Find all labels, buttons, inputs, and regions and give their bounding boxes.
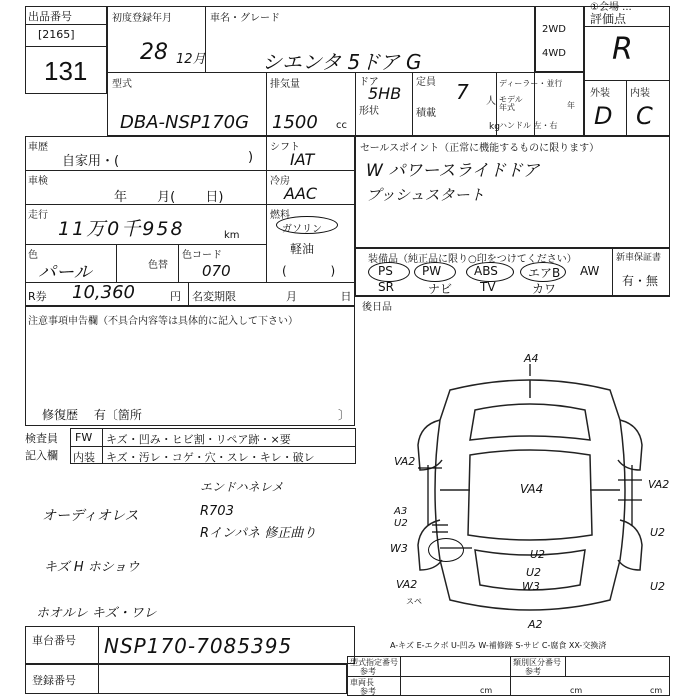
mileage-value: 11万0千958: [58, 218, 185, 240]
top-right-note: ①会場 ...: [590, 2, 632, 13]
divider: [584, 26, 670, 27]
mileage-label: 走行: [28, 210, 48, 221]
class-ref: 参考: [525, 667, 541, 676]
equip-airbag: エアB: [528, 266, 561, 280]
shape-value: 5HB: [368, 84, 402, 103]
color-change-label: 色替: [148, 260, 168, 271]
lot-number: 131: [44, 56, 88, 86]
divider: [98, 664, 99, 694]
recycle-amount: 10,360: [72, 282, 135, 303]
sales-line-2: プッシュスタート: [366, 186, 485, 204]
inspection-label: 車検: [28, 176, 48, 187]
interior-label: 内装: [630, 88, 650, 99]
diagram-mark-14: U2: [526, 566, 542, 579]
color-label: 色: [28, 250, 38, 261]
fuel-paren: ( ): [282, 264, 336, 278]
note-4: Rインパネ 修正曲り: [200, 526, 317, 541]
divider: [25, 244, 266, 245]
title-label: 名変期限: [192, 290, 236, 303]
note-5: キズ H ホショウ: [44, 560, 140, 575]
first-reg-year: 28: [140, 40, 168, 65]
car-name: シエンタ 5ドア G: [262, 50, 422, 74]
model-year-label: モデル年式: [499, 95, 523, 112]
cm-unit-3: cm: [650, 686, 663, 695]
divider: [412, 72, 413, 136]
shift-value: IAT: [290, 150, 315, 169]
displacement-label: 排気量: [270, 79, 300, 90]
fw-label: FW: [75, 431, 93, 444]
equip-ps: PS: [378, 264, 393, 278]
exterior-grade: D: [594, 102, 613, 130]
first-reg-label: 初度登録年月: [112, 13, 172, 24]
repair-label: 修復歴 有〔箇所: [42, 408, 142, 422]
fuel-label: 燃料: [270, 210, 290, 221]
divider: [98, 626, 99, 664]
chassis-label: 車台番号: [32, 634, 76, 647]
diagram-mark-4: VA4: [520, 482, 544, 496]
type-label: 型式指定番号: [350, 658, 398, 667]
fuel-diesel: 軽油: [290, 242, 315, 256]
circle-pw: [414, 262, 456, 282]
diagram-mark-3: VA2: [648, 478, 670, 491]
shift-label: シフト: [270, 142, 300, 153]
drive-box: [535, 6, 584, 72]
diagram-mark-13: U2: [650, 580, 666, 593]
rating-value: R: [612, 32, 633, 67]
diagram-mark-9: U2: [650, 526, 666, 539]
entry-label: 記入欄: [25, 449, 58, 462]
type-ref: 参考: [360, 667, 376, 676]
note-3: R703: [200, 504, 234, 519]
divider: [510, 656, 511, 696]
class-label: 類別区分番号: [513, 658, 561, 667]
equip-pw: PW: [422, 264, 442, 278]
caution-label: 注意事項申告欄（不具合内容等は具体的に記入して下さい）: [28, 316, 298, 327]
exterior-label: 外装: [590, 88, 610, 99]
car-name-label: 車名・グレード: [210, 13, 280, 24]
equip-leather: カワ: [532, 282, 557, 296]
divider: [25, 24, 107, 25]
divider: [266, 136, 267, 282]
divider: [626, 80, 627, 136]
divider: [188, 282, 189, 306]
shape-label: 形状: [359, 106, 379, 117]
divider: [266, 72, 267, 136]
inspection-value: 年 月( 日): [114, 190, 224, 205]
capacity-value: 7: [456, 80, 469, 104]
load-label: 積載: [416, 108, 436, 119]
divider: [107, 72, 535, 73]
warranty-value: 有・無: [622, 274, 659, 288]
fuel-circle: [276, 216, 338, 234]
length-label: 車両長: [350, 678, 374, 687]
diagram-mark-8: U2: [530, 548, 546, 561]
divider: [612, 248, 613, 296]
divider: [178, 244, 179, 282]
cm-unit-2: cm: [570, 686, 583, 695]
circle-ps: [368, 262, 410, 282]
interior-entry-label: 内装: [73, 451, 95, 464]
divider: [25, 204, 355, 205]
divider: [25, 46, 107, 47]
fuel-gas: ガソリン: [282, 224, 322, 235]
kg-unit: kg: [489, 122, 500, 132]
equipment-label: 装備品（純正品に限り○印をつけてください）: [368, 254, 577, 265]
repair-close: 〕: [338, 408, 351, 422]
rating-label: 評価点: [590, 12, 627, 26]
ac-value: AAC: [284, 184, 318, 203]
diagram-mark-10: W3: [522, 580, 540, 593]
person-unit: 人: [486, 96, 496, 107]
divider: [25, 170, 355, 171]
equip-navi: ナビ: [428, 282, 453, 296]
divider: [400, 656, 401, 696]
cc-unit: cc: [336, 120, 347, 131]
equip-aw: AW: [580, 264, 600, 278]
interior-grade: C: [636, 102, 653, 130]
inspector-label: 検査員: [25, 432, 58, 445]
year-unit: 年: [567, 101, 575, 110]
ac-label: 冷房: [270, 176, 290, 187]
diagram-mark-6: U2: [394, 518, 408, 529]
yen-unit: 円: [170, 290, 181, 303]
divider: [355, 296, 670, 297]
diagram-small-note: スペ: [406, 597, 422, 606]
capacity-label: 定員: [416, 77, 436, 88]
color-code-label: 色コード: [182, 250, 222, 261]
cm-unit-1: cm: [480, 686, 493, 695]
model-value: DBA-NSP170G: [120, 112, 250, 133]
divider: [116, 244, 117, 282]
note-1: エンドハネレメ: [200, 480, 284, 494]
title-value: 月 日: [286, 290, 352, 303]
first-reg-month: 12月: [176, 52, 206, 67]
km-unit: km: [224, 230, 240, 241]
recycle-label: R券: [28, 290, 47, 303]
divider: [355, 72, 356, 136]
handle-label: ハンドル 左・右: [499, 121, 558, 130]
history-close: ): [248, 150, 254, 165]
history-label: 車歴: [28, 142, 48, 153]
model-label: 型式: [112, 79, 132, 90]
interior-items: キズ・汚レ・コゲ・穴・スレ・キレ・破レ: [106, 451, 315, 464]
equip-abs: ABS: [474, 264, 498, 278]
lot-code: [2165]: [38, 28, 75, 41]
later-label: 後日品: [362, 302, 392, 313]
wd2-option: 2WD: [542, 24, 566, 35]
chassis-number: NSP170-7085395: [104, 634, 293, 658]
diagram-mark-2: VA2: [394, 455, 416, 468]
lot-label: 出品番号: [28, 10, 72, 23]
color-value: パール: [38, 262, 92, 283]
divider: [584, 80, 670, 81]
length-ref: 参考: [360, 687, 376, 696]
circle-abs: [466, 262, 514, 282]
diagram-mark-11: VA2: [396, 578, 418, 591]
equip-tv: TV: [480, 280, 496, 294]
note-2: オーディオレス: [42, 508, 139, 524]
diagram-mark-7: W3: [390, 542, 408, 555]
divider: [102, 428, 103, 464]
wd4-option: 4WD: [542, 48, 566, 59]
diagram-mark-1: A4: [524, 352, 539, 365]
displacement-value: 1500: [272, 112, 318, 133]
fw-items: キズ・凹み・ヒビ割・リペア跡・×要: [106, 433, 291, 446]
registration-label: 登録番号: [32, 674, 76, 687]
sales-line-1: W パワースライドドア: [366, 161, 540, 181]
history-value: 自家用・(: [62, 154, 120, 169]
divider: [565, 656, 566, 676]
color-code-value: 070: [202, 262, 231, 280]
dealer-label: ディーラー・並行: [499, 79, 563, 88]
note-6: ホオルレ キズ・ワレ: [36, 606, 157, 621]
damage-circle: [428, 538, 464, 562]
door-label: ドア: [359, 77, 379, 88]
warranty-label: 新車保証書: [616, 253, 662, 263]
diagram-mark-12: A2: [528, 618, 543, 631]
damage-legend: A-キズ E-エクボ U-凹み W-補修跡 S-サビ C-腐食 XX-交換済: [390, 641, 607, 650]
circle-airbag: [520, 262, 566, 282]
divider: [347, 676, 670, 677]
diagram-mark-5: A3: [394, 506, 408, 517]
equip-sr: SR: [378, 280, 394, 294]
sales-label: セールスポイント（正常に機能するものに限ります）: [360, 143, 600, 154]
